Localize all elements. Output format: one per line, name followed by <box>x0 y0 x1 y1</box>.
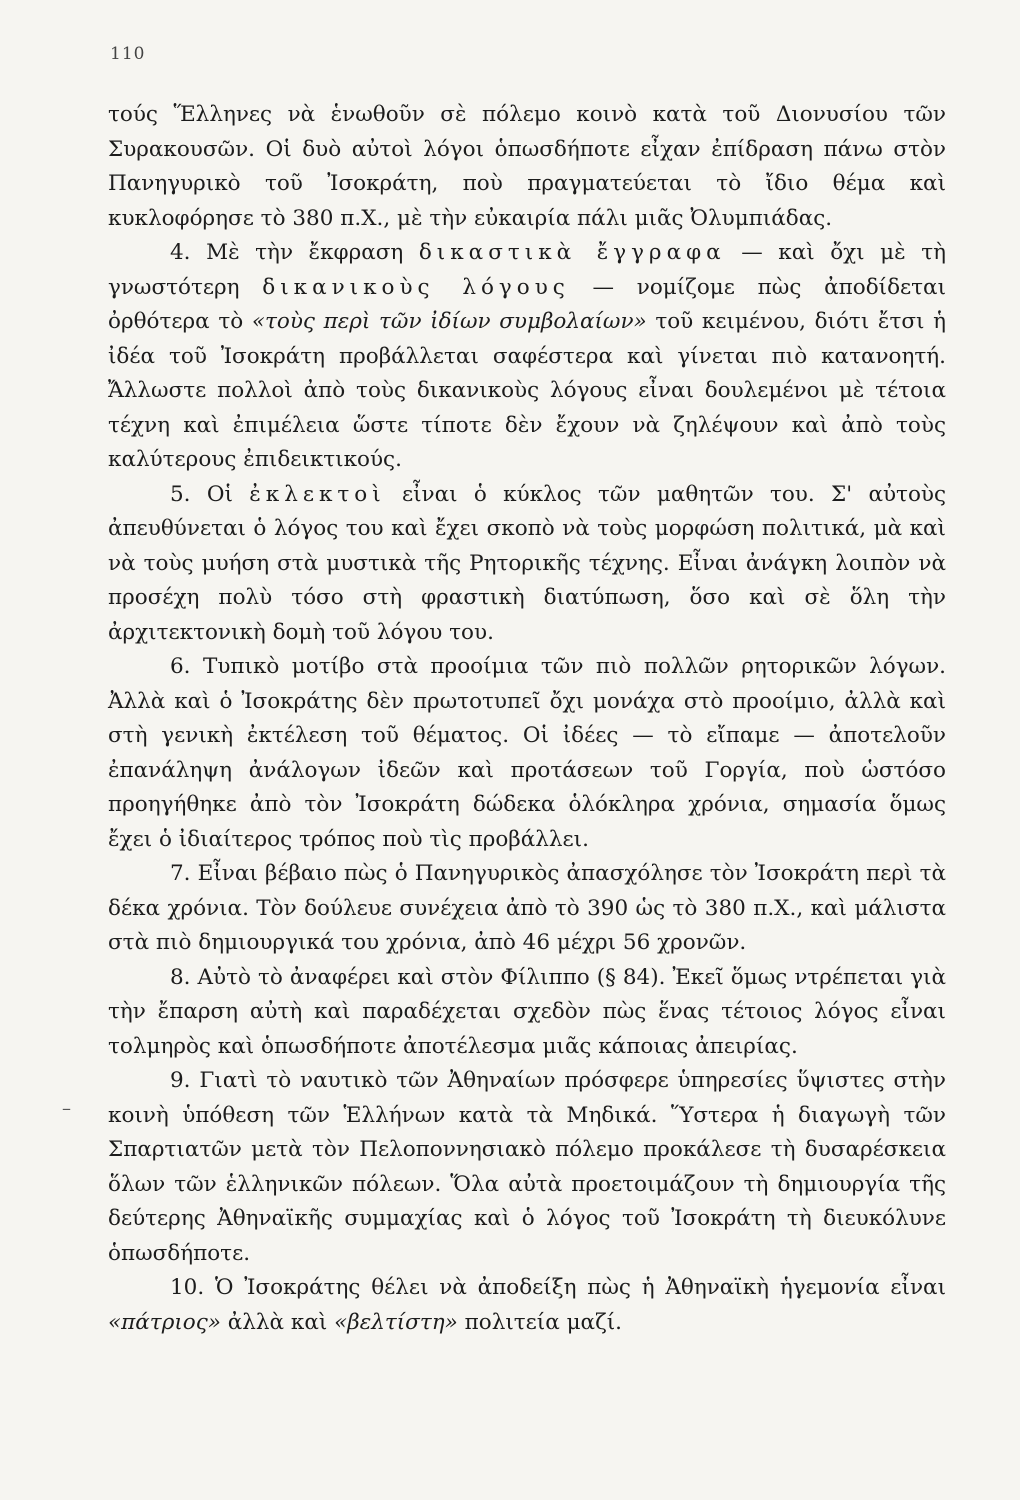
text-run: τοῦ κειμένου, διότι ἔτσι ἡ ἰδέα τοῦ Ἰσοκράτη προβάλλεται σαφέστερα καὶ γίνεται πιὸ κατανοητή. Ἄλλωστε πολλοὶ ἀπὸ τοὺς δικανικοὺς λόγους εἶναι δουλεμένοι μὲ τέτοια τέχνη καὶ ἐπιμέλεια ὥστε τίποτε δὲν ἔχουν νὰ ζηλέψουν καὶ ἀπὸ τοὺς καλύτερους ἐπιδεικτικούς. <box>108 309 946 472</box>
italic-quote: «τοὺς περὶ τῶν ἰδίων συμβολαίων» <box>251 309 647 334</box>
text-run: 7. Εἶναι βέβαιο πὼς ὁ Πανηγυρικὸς ἀπασχόλησε τὸν Ἰσοκράτη περὶ τὰ δέκα χρόνια. Τὸν δούλευε συνέχεια ἀπὸ τὸ 390 ὡς τὸ 380 π.Χ., καὶ μάλιστα στὰ πιὸ δημιουργικά του χρόνια, ἀπὸ 46 μέχρι 56 χρονῶν. <box>108 861 946 955</box>
italic-quote: «βελτίστη» <box>334 1309 458 1335</box>
spaced-term: δικαστικὰ ἔγγραφα <box>418 240 726 265</box>
page-text <box>108 98 946 1340</box>
text-run: 9. Γιατὶ τὸ ναυτικὸ τῶν Ἀθηναίων πρόσφερε ὑπηρεσίες ὕψιστες στὴν κοινὴ ὑπόθεση τῶν Ἑλλήνων κατὰ τὰ Μηδικά. Ὕστερα ἡ διαγωγὴ τῶν Σπαρτιατῶν μετὰ τὸν Πελοποννησιακὸ πόλεμο προκάλεσε τὴ δυσαρέσκεια ὅλων τῶν ἑλληνικῶν πόλεων. Ὅλα αὐτὰ προετοιμάζουν τὴ δημιουργία τῆς δεύτερης Ἀθηναϊκῆς συμμαχίας καὶ ὁ λόγος τοῦ Ἰσοκράτη τὴ διευκόλυνε ὁπωσδήποτε. <box>108 1068 946 1266</box>
text-run: εἶναι ὁ κύκλος τῶν μαθητῶν του. Σ' αὐτοὺς ἀπευθύνεται ὁ λόγος του καὶ ἔχει σκοπὸ νὰ τοὺς μορφώση πολιτικά, μὰ καὶ νὰ τοὺς μυήση στὰ μυστικὰ τῆς Ρητορικῆς τέχνης. Εἶναι ἀνάγκη λοιπὸν νὰ προσέχη πολὺ τόσο στὴ φραστικὴ διατύπωση, ὅσο καὶ σὲ ὅλη τὴν ἀρχιτεκτονικὴ δομὴ τοῦ λόγου του. <box>108 481 946 645</box>
text-run: πολιτεία μαζί. <box>457 1309 622 1335</box>
paragraph <box>108 650 946 857</box>
text-run: ἀλλὰ καὶ <box>220 1309 335 1335</box>
paragraph <box>108 236 946 478</box>
text-run: 6. Τυπικὸ μοτίβο στὰ προοίμια τῶν πιὸ πολλῶν ρητορικῶν λόγων. Ἀλλὰ καὶ ὁ Ἰσοκράτης δὲν πρωτοτυπεῖ ὄχι μονάχα στὸ προοίμιο, ἀλλὰ καὶ στὴ γενικὴ ἐκτέλεση τοῦ θέματος. Οἱ ἰδέες — τὸ εἴπαμε — ἀποτελοῦν ἐπανάληψη ἀνάλογων ἰδεῶν καὶ προτάσεων τοῦ Γοργία, ποὺ ὡστόσο προηγήθηκε ἀπὸ τὸν Ἰσοκράτη δώδεκα ὁλόκληρα χρόνια, σημασία ὅμως ἔχει ὁ ἰδιαίτερος τρόπος ποὺ τὶς προβάλλει. <box>108 654 946 852</box>
paragraph <box>108 961 946 1065</box>
text-run: τούς Ἕλληνες νὰ ἑνωθοῦν σὲ πόλεμο κοινὸ κατὰ τοῦ Διονυσίου τῶν Συρακουσῶν. Οἱ δυὸ αὐτοὶ λόγοι ὁπωσδήποτε εἶχαν ἐπίδραση πάνω στὸν Πανηγυρικὸ τοῦ Ἰσοκράτη, ποὺ πραγματεύεται τὸ ἴδιο θέμα καὶ κυκλοφόρησε τὸ 380 π.Χ., μὲ τὴν εὐκαιρία πάλι μιᾶς Ὀλυμπιάδας. <box>108 102 946 231</box>
paragraph <box>108 857 946 961</box>
text-run: 5. Οἱ <box>170 481 250 507</box>
spaced-term: ἐκλεκτοὶ <box>249 481 386 507</box>
text-run: 4. Μὲ τὴν ἔκφραση <box>170 240 419 265</box>
paragraph <box>108 478 946 651</box>
spaced-term: δικανικοὺς λόγους <box>262 274 570 300</box>
text-run: 10. Ὁ Ἰσοκράτης θέλει νὰ ἀποδείξη πὼς ἡ Ἀθηναϊκὴ ἡγεμονία εἶναι <box>170 1275 946 1300</box>
text-run: 8. Αὐτὸ τὸ ἀναφέρει καὶ στὸν Φίλιππο (§ 84). Ἐκεῖ ὅμως ντρέπεται γιὰ τὴν ἔπαρση αὐτὴ καὶ παραδέχεται σχεδὸν πὼς ἕνας τέτοιος λόγος εἶναι τολμηρὸς καὶ ὁπωσδήποτε ἀποτέλεσμα μιᾶς κάποιας ἀπειρίας. <box>108 964 946 1059</box>
paragraph <box>108 1271 946 1340</box>
page-number: 110 <box>110 44 146 64</box>
italic-quote: «πάτριος» <box>108 1309 221 1335</box>
margin-mark: – <box>62 1098 71 1119</box>
text-run: — καὶ ὄχι μὲ τὴ γνωστότερη <box>108 240 946 300</box>
text-run: — νομίζομε πὼς ἀποδίδεται ὀρθότερα τὸ <box>108 274 946 334</box>
paragraph <box>108 1064 946 1271</box>
paragraph <box>108 98 946 236</box>
